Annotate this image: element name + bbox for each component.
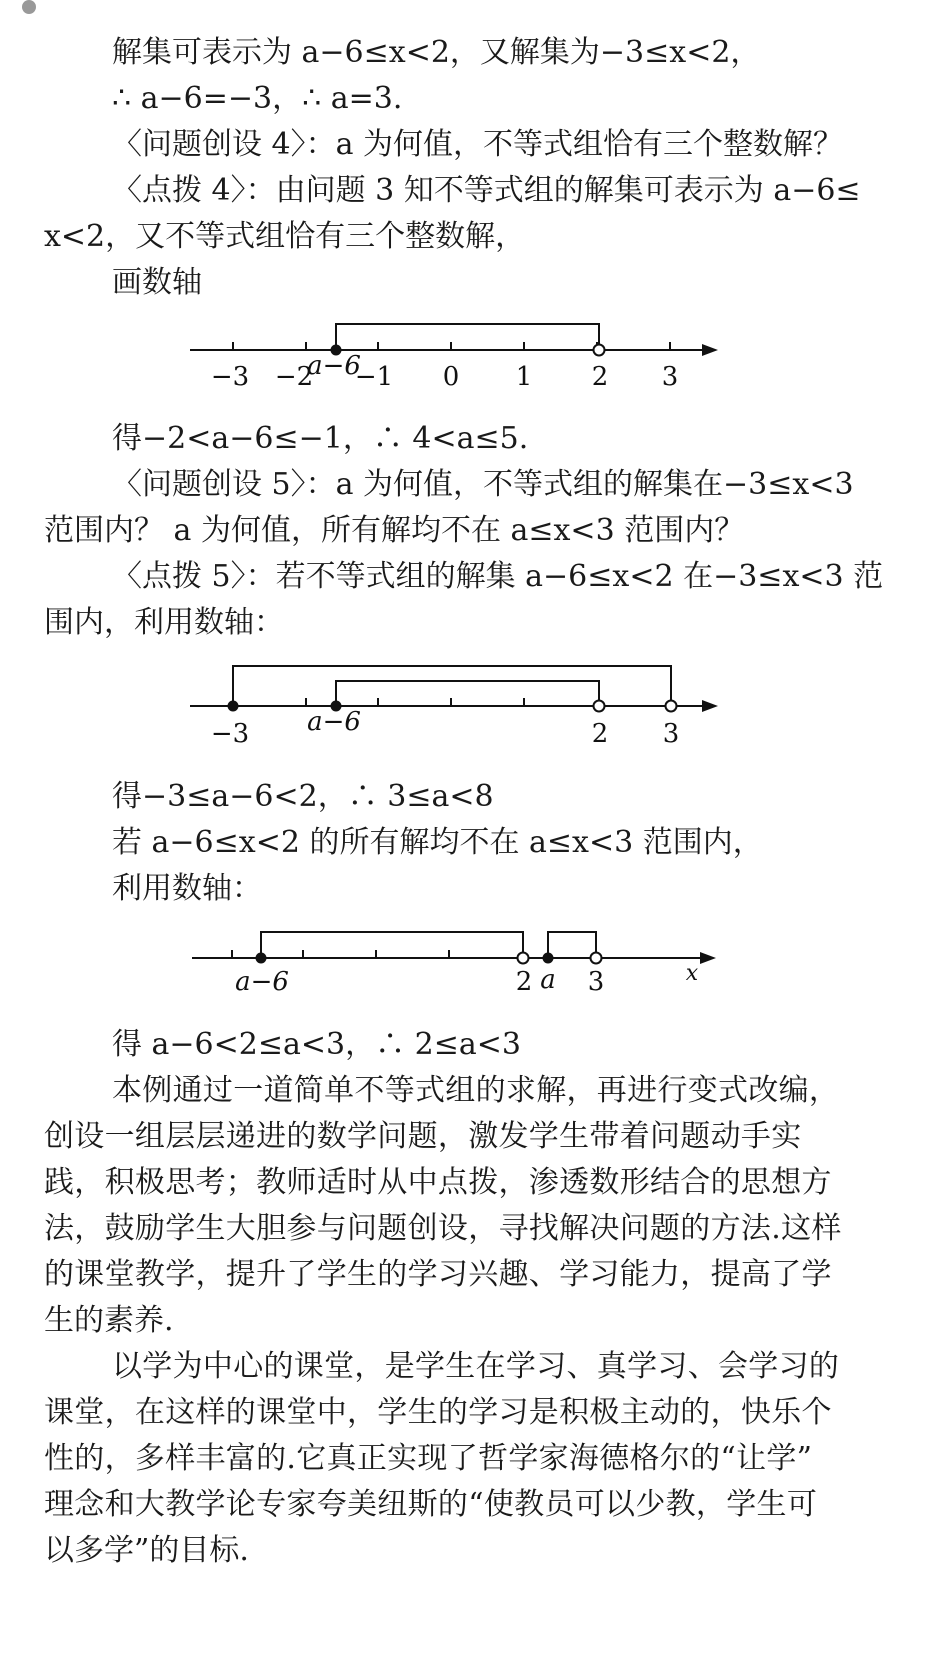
tick-label: −3 [210,719,250,749]
paragraph-line: 理念和大教学论专家夸美纽斯的“使教员可以少教，学生可 [44,1487,818,1522]
text-line: 得 a−6<2≤a<3，∴ 2≤a<3 [112,1027,521,1062]
tick-label: 2 [591,362,609,392]
corner-mark-icon [22,0,36,14]
paragraph-line: 以学为中心的课堂，是学生在学习、真学习、会学习的 [112,1349,840,1384]
paragraph-line: 法，鼓励学生大胆参与问题创设，寻找解决问题的方法.这样 [44,1211,842,1246]
tick-label: −2 [274,362,314,392]
tick-label: −1 [354,362,394,392]
text-line: 解集可表示为 a−6≤x<2，又解集为−3≤x<2， [112,35,761,70]
paragraph-line: 的课堂教学，提升了学生的学习兴趣、学习能力，提高了学 [44,1257,832,1292]
number-line-1 [0,310,925,400]
paragraph-line: 以多学”的目标. [44,1533,249,1568]
text-line: 〈问题创设 5〉：a 为何值，不等式组的解集在−3≤x<3 [112,467,854,502]
text-line: x<2，又不等式组恰有三个整数解， [44,219,526,254]
text-line: 若 a−6≤x<2 的所有解均不在 a≤x<3 范围内， [112,825,763,860]
tick-label: 3 [661,362,679,392]
closed-point [543,953,554,964]
text-line: ∴ a−6=−3，∴ a=3. [112,81,403,116]
closed-point [228,701,239,712]
text-line: 得−3≤a−6<2，∴ 3≤a<8 [112,779,494,814]
point-label: a−6 [235,967,289,997]
point-label: a−6 [307,351,361,381]
text-line: 围内，利用数轴： [44,605,284,640]
open-point [594,701,605,712]
tick-label: 3 [587,967,605,997]
open-point [518,953,529,964]
tick-label: 1 [515,362,533,392]
tick-label: 2 [591,719,609,749]
paragraph-line: 本例通过一道简单不等式组的求解，再进行变式改编， [112,1073,840,1108]
text-line: 画数轴 [112,265,202,300]
tick-label: 3 [662,719,680,749]
text-line: 得−2<a−6≤−1，∴ 4<a≤5. [112,421,529,456]
point-label: a [540,965,556,995]
text-line: 〈问题创设 4〉：a 为何值，不等式组恰有三个整数解？ [112,127,844,162]
open-point [666,701,677,712]
paragraph-line: 课堂，在这样的课堂中，学生的学习是积极主动的，快乐个 [44,1395,832,1430]
paragraph-line: 创设一组层层递进的数学问题，激发学生带着问题动手实 [44,1119,802,1154]
paragraph-line: 践，积极思考；教师适时从中点拨，渗透数形结合的思想方 [44,1165,832,1200]
point-label: a−6 [307,707,361,737]
text-line: 利用数轴： [112,871,262,906]
text-line: 〈点拨 5〉：若不等式组的解集 a−6≤x<2 在−3≤x<3 范 [112,559,884,594]
tick-label: 0 [442,362,460,392]
tick-label: 2 [515,967,533,997]
paragraph-line: 生的素养. [44,1303,174,1338]
text-line: 〈点拨 4〉：由问题 3 知不等式组的解集可表示为 a−6≤ [112,173,861,208]
closed-point [256,953,267,964]
paragraph-line: 性的，多样丰富的.它真正实现了哲学家海德格尔的“让学” [44,1441,813,1476]
axis-label: x [685,961,699,986]
open-point [594,345,605,356]
text-line: 范围内？ a 为何值，所有解均不在 a≤x<3 范围内？ [44,513,745,548]
open-point [591,953,602,964]
tick-label: −3 [210,362,250,392]
number-line-3 [0,918,925,1008]
number-line-2 [0,652,925,752]
